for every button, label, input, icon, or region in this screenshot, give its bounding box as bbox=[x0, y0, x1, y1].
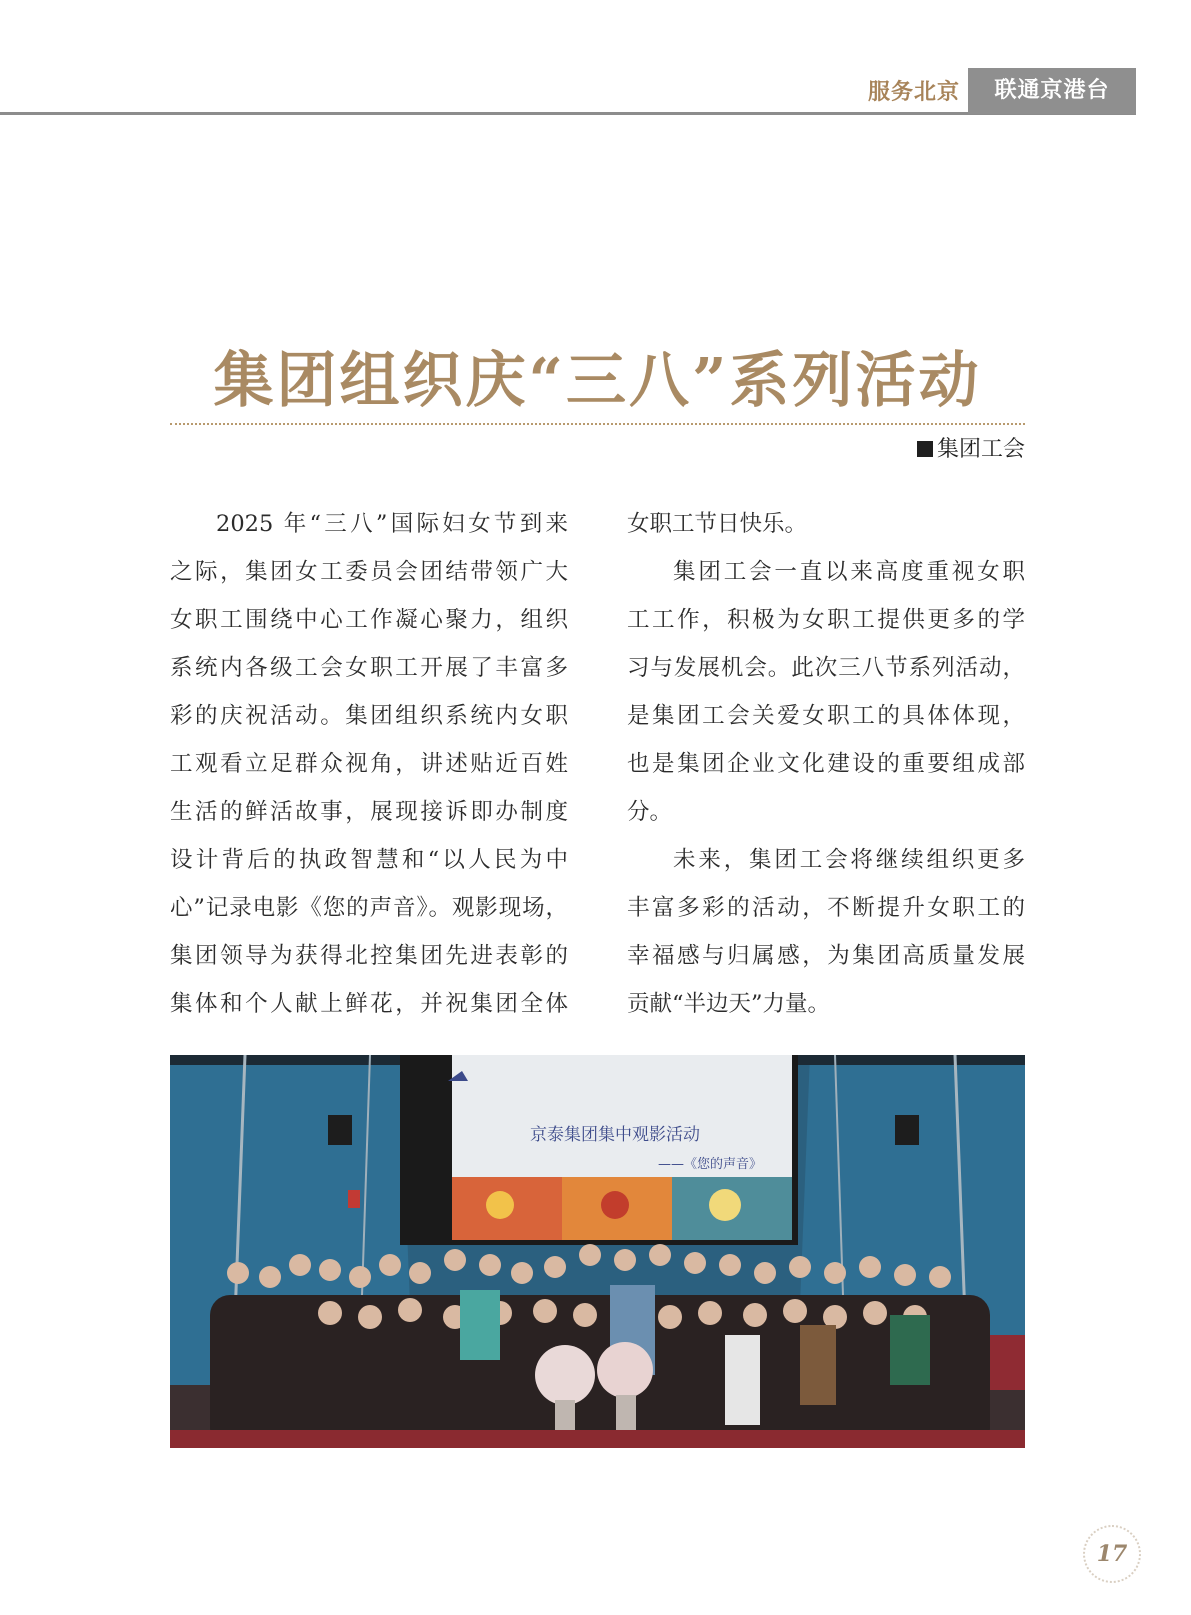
text-line: 集团工会一直以来高度重视女职 bbox=[673, 559, 1025, 585]
header-rule bbox=[0, 112, 1136, 115]
text-line: 也是集团企业文化建设的重要组成部 bbox=[627, 751, 1025, 777]
square-bullet-icon bbox=[917, 441, 933, 457]
text-line: 女职工节日快乐。 bbox=[627, 511, 808, 537]
text-line: 集团领导为获得北控集团先进表彰的 bbox=[170, 943, 568, 969]
text-line: 心”记录电影《您的声音》。观影现场， bbox=[170, 895, 568, 921]
text-line: 贡献“半边天”力量。 bbox=[627, 991, 831, 1017]
text-line: 集体和个人献上鲜花，并祝集团全体 bbox=[170, 991, 568, 1017]
group-photo bbox=[170, 1055, 1025, 1448]
author-byline bbox=[800, 432, 1025, 463]
author-name: 集团工会 bbox=[936, 437, 1025, 462]
text-line: 2025 年“三八”国际妇女节到来 bbox=[216, 511, 568, 537]
text-line: 之际，集团女工委员会团结带领广大 bbox=[170, 559, 568, 585]
text-line: 是集团工会关爱女职工的具体体现， bbox=[627, 703, 1025, 729]
text-line: 工观看立足群众视角，讲述贴近百姓 bbox=[170, 751, 568, 777]
text-line: 女职工围绕中心工作凝心聚力，组织 bbox=[170, 607, 568, 633]
title-divider bbox=[170, 423, 1025, 425]
text-line: 习与发展机会。此次三八节系列活动， bbox=[627, 655, 1025, 681]
text-line: 工工作，积极为女职工提供更多的学 bbox=[627, 607, 1025, 633]
screen-title: 京泰集团集中观影活动 bbox=[530, 1125, 700, 1145]
page-number: 17 bbox=[1096, 1541, 1128, 1567]
text-line: 生活的鲜活故事，展现接诉即办制度 bbox=[170, 799, 568, 825]
text-line: 彩的庆祝活动。集团组织系统内女职 bbox=[170, 703, 568, 729]
text-line: 分。 bbox=[627, 799, 673, 825]
article-title: 集团组织庆“三八”系列活动 bbox=[213, 346, 982, 416]
text-line: 设计背后的执政智慧和“以人民为中 bbox=[170, 847, 568, 873]
text-line: 幸福感与归属感，为集团高质量发展 bbox=[627, 943, 1025, 969]
section-label: 服务北京 bbox=[867, 80, 960, 105]
text-line: 系统内各级工会女职工开展了丰富多 bbox=[170, 655, 568, 681]
body-column-left bbox=[170, 500, 568, 1028]
body-column-right bbox=[627, 500, 1025, 1028]
screen-subtitle: ——《您的声音》 bbox=[657, 1157, 763, 1172]
text-line: 丰富多彩的活动，不断提升女职工的 bbox=[627, 895, 1025, 921]
column-label: 联通京港台 bbox=[994, 78, 1110, 103]
text-line: 未来，集团工会将继续组织更多 bbox=[673, 847, 1025, 873]
